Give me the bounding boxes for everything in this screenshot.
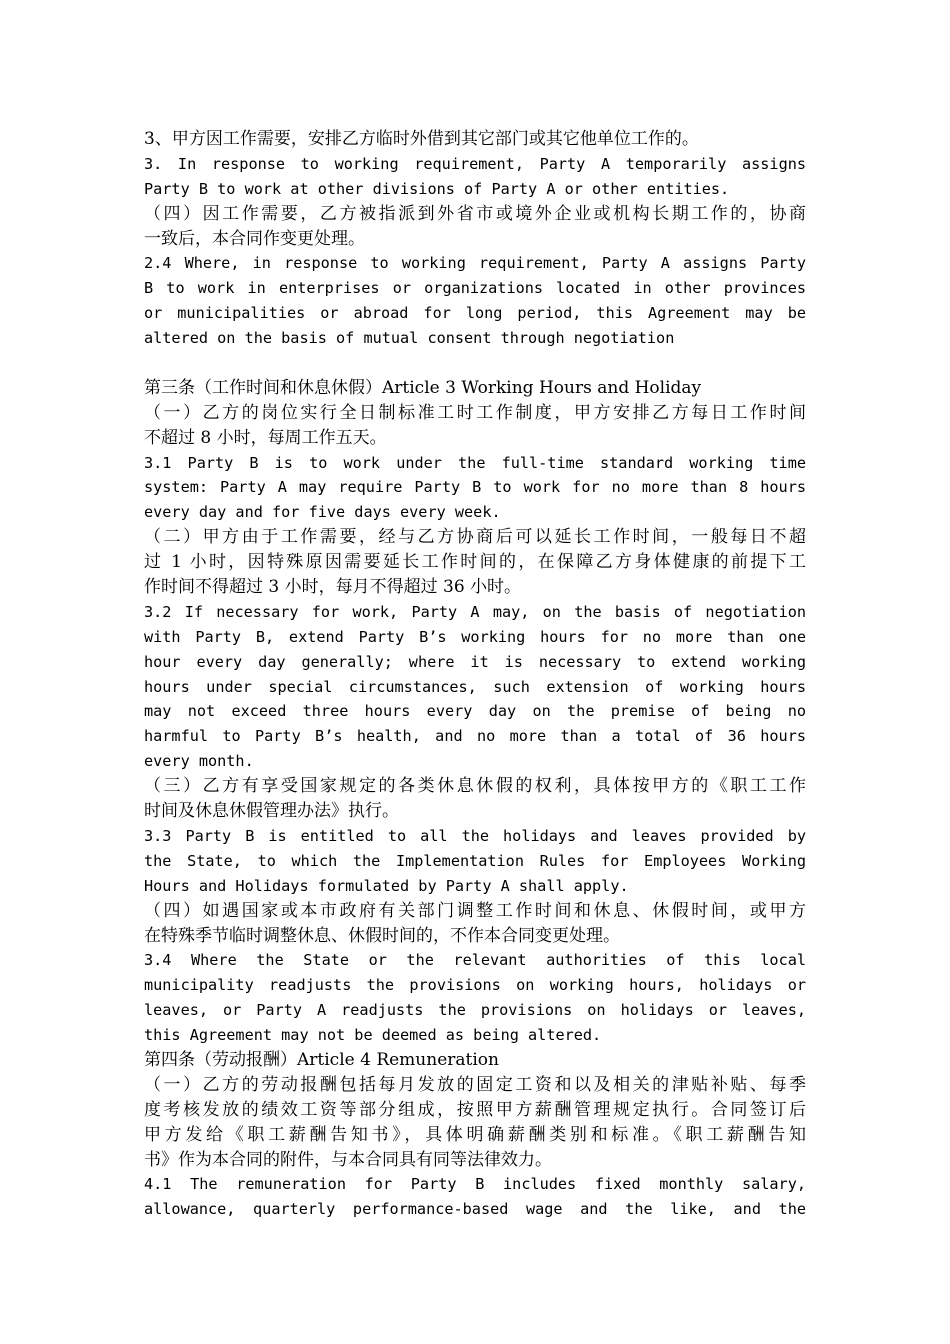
chinese-text-line: 3、甲方因工作需要，安排乙方临时外借到其它部门或其它他单位工作的。 — [144, 129, 699, 149]
english-text-line: B to work in enterprises or organizations located in other provinces — [144, 279, 806, 298]
chinese-text-line: 甲方发给《职工薪酬告知书》，具体明确薪酬类别和标准。《职工薪酬告知 — [144, 1124, 806, 1145]
chinese-text-line: （三）乙方有享受国家规定的各类休息休假的权利，具体按甲方的《职工工作 — [144, 776, 806, 797]
chinese-text-line: （四）因工作需要，乙方被指派到外省市或境外企业或机构长期工作的，协商 — [144, 203, 806, 224]
chinese-text-line: 作时间不得超过 3 小时，每月不得超过 36 小时。 — [144, 577, 522, 598]
english-text-line: altered on the basis of mutual consent through negotiation — [144, 329, 675, 348]
chinese-text-line: 时间及休息休假管理办法》执行。 — [144, 801, 399, 822]
english-text-line: 2.4 Where, in response to working requirement, Party A assigns Party — [144, 254, 806, 273]
chinese-text-line: 第三条（工作时间和休息休假）Article 3 Working Hours and Holiday — [144, 377, 702, 398]
english-text-line: with Party B, extend Party B’s working hours for no more than one — [144, 627, 806, 646]
chinese-text-line: 书》作为本合同的附件，与本合同具有同等法律效力。 — [144, 1149, 552, 1170]
english-text-line: municipality readjusts the provisions on working hours, holidays or — [144, 976, 806, 995]
english-text-line: the State, to which the Implementation Rules for Employees Working — [144, 851, 806, 870]
english-text-line: every day and for five days every week. — [144, 503, 501, 522]
english-text-line: may not exceed three hours every day on the premise of being no — [144, 702, 806, 721]
english-text-line: hours under special circumstances, such extension of working hours — [144, 677, 806, 696]
english-text-line: 4.1 The remuneration for Party B includes fixed monthly salary, — [144, 1175, 806, 1194]
blank-line — [144, 351, 806, 376]
document-page — [144, 127, 806, 1222]
chinese-text-line: 一致后，本合同作变更处理。 — [144, 228, 365, 249]
english-text-line: 3.1 Party B is to work under the full-time standard working time — [144, 453, 806, 472]
english-text-line: every month. — [144, 752, 254, 771]
chinese-text-line: （二）甲方由于工作需要，经与乙方协商后可以延长工作时间，一般每日不超 — [144, 527, 806, 548]
chinese-text-line: 不超过 8 小时，每周工作五天。 — [144, 427, 387, 448]
english-text-line: system: Party A may require Party B to work for no more than 8 hours — [144, 478, 806, 497]
english-text-line: harmful to Party B’s health, and no more than a total of 36 hours — [144, 727, 806, 746]
english-text-line: 3.3 Party B is entitled to all the holidays and leaves provided by — [144, 826, 806, 845]
english-text-line: 3. In response to working requirement, Party A temporarily assigns — [144, 154, 806, 173]
english-text-line: 3.2 If necessary for work, Party A may, on the basis of negotiation — [144, 602, 806, 621]
chinese-text-line: （一）乙方的劳动报酬包括每月发放的固定工资和以及相关的津贴补贴、每季 — [144, 1074, 806, 1095]
chinese-text-line: 在特殊季节临时调整休息、休假时间的，不作本合同变更处理。 — [144, 925, 620, 946]
chinese-text-line: （一）乙方的岗位实行全日制标准工时工作制度，甲方安排乙方每日工作时间 — [144, 402, 806, 423]
english-text-line: this Agreement may not be deemed as being altered. — [144, 1026, 602, 1045]
chinese-text-line: 过 1 小时，因特殊原因需要延长工作时间的，在保障乙方身体健康的前提下工 — [144, 552, 806, 573]
chinese-text-line: 度考核发放的绩效工资等部分组成，按照甲方薪酬管理规定执行。合同签订后 — [144, 1099, 806, 1120]
english-text-line: allowance, quarterly performance-based wage and the like, and the — [144, 1200, 806, 1219]
english-text-line: Party B to work at other divisions of Party A or other entities. — [144, 179, 730, 198]
chinese-text-line: （四）如遇国家或本市政府有关部门调整工作时间和休息、休假时间，或甲方 — [144, 900, 806, 921]
english-text-line: hour every day generally; where it is necessary to extend working — [144, 652, 806, 671]
chinese-text-line: 第四条（劳动报酬）Article 4 Remuneration — [144, 1049, 499, 1070]
english-text-line: or municipalities or abroad for long period, this Agreement may be — [144, 304, 806, 323]
english-text-line: leaves, or Party A readjusts the provisions on holidays or leaves, — [144, 1001, 806, 1020]
english-text-line: Hours and Holidays formulated by Party A shall apply. — [144, 876, 629, 895]
english-text-line: 3.4 Where the State or the relevant authorities of this local — [144, 951, 806, 970]
